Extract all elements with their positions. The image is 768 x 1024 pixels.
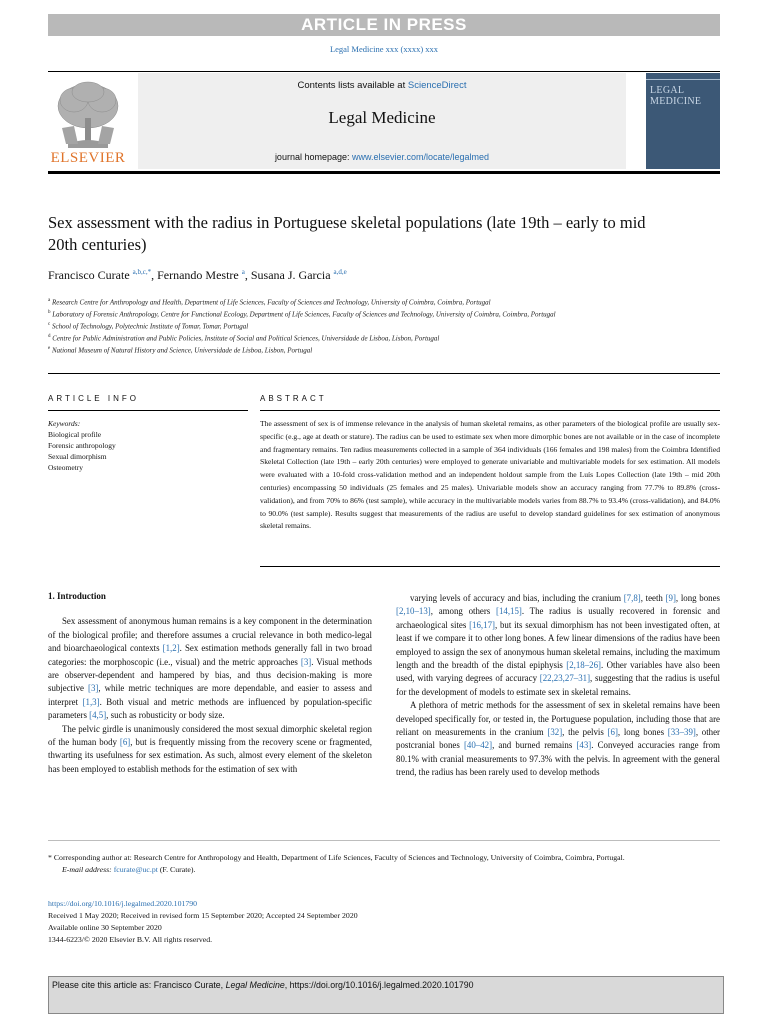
email-link[interactable]: fcurate@uc.pt bbox=[113, 865, 158, 874]
copyright-line: 1344-6223/© 2020 Elsevier B.V. All rights reserved. bbox=[48, 935, 213, 944]
author-affil-marks[interactable]: a,d,e bbox=[333, 268, 347, 276]
reference-link[interactable]: [6] bbox=[607, 727, 618, 738]
corresponding-author-note bbox=[48, 852, 720, 876]
keywords-label: Keywords: bbox=[48, 419, 81, 428]
keyword-item: Osteometry bbox=[48, 463, 83, 472]
affiliations-bottom-rule bbox=[48, 373, 720, 374]
reference-link[interactable]: [43] bbox=[576, 740, 592, 751]
body-column-left bbox=[48, 590, 372, 776]
article-title: Sex assessment with the radius in Portuguese skeletal populations (late 19th – early to mid 20th centuries) bbox=[48, 213, 646, 254]
abstract-text: The assessment of sex is of immense relevance in the analysis of human skeletal remains, as other parameters of the biological profile are usually sex-specific (e.g., age at death or stature). The radius can be used to estimate sex when more dimorphic bones are not available or in the case of incomplete and fragmentary remains. Ten radius measurements collected in a sample of 364 individuals (166 females and 198 males) from the Coimbra Identified Skeletal Collection (late 19th – early 20th centuries) were employed to generate univariable and multivariable models for sex estimation. All models were evaluated with a 10-fold cross-validation method and an independent holdout sample from the Luís Lopes Collection (late 19th – mid 20th centuries) encompassing 50 individuals (25 females and 25 males). Univariable models show an accuracy ranging from 77.7% to 89.8% (cross-validation), and from 70% to 86% (test sample), while accuracy in the multivariable models varies from 88.7% to 93.4% (cross-validation), and 84.0% to 90.0% (test sample). Results suggest that measurements of the radius are useful to develop standard guidelines for sex estimation of anonymous skeletal remains. bbox=[260, 419, 720, 531]
citation-prefix: Please cite this article as: Francisco Curate, bbox=[52, 980, 226, 990]
keyword-item: Forensic anthropology bbox=[48, 441, 116, 450]
right-paragraphs bbox=[396, 592, 720, 780]
author-affil-marks[interactable]: a bbox=[241, 268, 245, 276]
journal-title: Legal Medicine bbox=[328, 108, 436, 127]
reference-link[interactable]: [1,3] bbox=[82, 696, 100, 707]
reference-link[interactable]: [7,8] bbox=[623, 593, 641, 603]
affiliation-item: $^a$ Research Centre for Anthropology and Health, Department of Life Sciences, Faculty of Sciences and Technology, University of Coimbra, Coimbra, Portugal bbox=[48, 298, 491, 307]
affiliation-item: $^b$ Laboratory of Forensic Anthropology, Centre for Functional Ecology, Department of Life Sciences, Faculty of Sciences and Technology, University of Coimbra, Coimbra, Portugal bbox=[48, 309, 556, 319]
reference-link[interactable]: [1,2] bbox=[162, 643, 180, 654]
reference-link[interactable]: [6] bbox=[119, 737, 131, 748]
citation-text bbox=[52, 980, 712, 990]
received-dates: Received 1 May 2020; Received in revised form 15 September 2020; Accepted 24 September 2020 bbox=[48, 911, 358, 920]
email-suffix: (F. Curate). bbox=[157, 865, 196, 874]
header-top-rule bbox=[48, 71, 720, 72]
sciencedirect-link[interactable]: ScienceDirect bbox=[407, 80, 467, 91]
cover-stripe bbox=[646, 79, 720, 80]
reference-link[interactable]: [33–39] bbox=[667, 727, 696, 738]
affiliation-item: $^d$ Centre for Public Administration and Public Policies, Institute of Social and Political Sciences, Universidade de Lisboa, Lisbon, Portugal bbox=[48, 333, 440, 343]
available-online: Available online 30 September 2020 bbox=[48, 923, 162, 932]
homepage-line bbox=[138, 152, 626, 162]
reference-link[interactable]: [32] bbox=[547, 727, 563, 738]
contents-prefix: Contents lists available at bbox=[297, 80, 408, 91]
header-bottom-rule bbox=[48, 171, 720, 174]
reference-link[interactable]: [4,5] bbox=[89, 710, 107, 721]
contents-line bbox=[138, 80, 626, 91]
reference-link[interactable]: [2,18–26] bbox=[566, 660, 601, 671]
body-paragraph: Sex assessment of anonymous human remains is a key component in the determination of the biological profile; and therefore assumes a crucial relevance in both medico-legal and bioarchaeological contexts [1,2]. Sex estimation methods generally fall in two broad categories: the morphoscopic (i.e., visual) and the metric approaches [3]. Visual methods are observer-dependent and hampered by bias, and thus decision-making is more subjective [3], while metric techniques are more dependable, and easier to assess and interpret [1,3]. Both visual and metric methods are influenced by population-specific parameters [4,5], such as robusticity or body size. bbox=[48, 616, 372, 721]
body-paragraph: varying levels of accuracy and bias, including the cranium [7,8], teeth [9], long bones [2,10–13], among others [14,15]. The radius is usually recovered in forensic and archaeological sites [16,17], but its sexual dimorphism has not been investigated often, at least if we compare it to other long bones. A few linear dimensions of the radius have been employed to assign the sex of anonymous human skeletal remains, including the maximum length and the breadth of the distal epiphysis [2,18–26]. Other variables have also been used, with varying degrees of accuracy [22,23,27–31], suggesting that the radius is useful for the development of models to estimate sex in skeletal remains. bbox=[396, 593, 720, 697]
body-column-right bbox=[396, 592, 720, 780]
article-info-rule bbox=[48, 410, 248, 411]
affiliations bbox=[48, 296, 648, 356]
abstract-heading: ABSTRACT bbox=[260, 394, 327, 403]
author-name[interactable]: Francisco Curate bbox=[48, 268, 130, 282]
reference-link[interactable]: [40–42] bbox=[463, 740, 493, 751]
affiliation-item: $^e$ National Museum of Natural History and Science, Universidade de Lisboa, Lisbon, Portugal bbox=[48, 345, 313, 355]
section-heading: 1. Introduction bbox=[48, 591, 106, 601]
journal-reference[interactable]: Legal Medicine xxx (xxxx) xxx bbox=[329, 44, 439, 54]
body-paragraph: A plethora of metric methods for the assessment of sex in skeletal remains have been developed specifically for, or tested in, the Portuguese population, including those that are reliant on measurements in the cranium [32], the pelvis [6], long bones [33–39], other postcranial bones [40–42], and burned remains [43]. Conveyed accuracies range from 80.1% with cranial measurements to 97.3% with the pelvis. In agreement with the general trend, the radius has been rarely used to develop methods bbox=[396, 700, 721, 778]
reference-link[interactable]: [14,15] bbox=[495, 606, 522, 617]
abstract-rule bbox=[260, 410, 720, 411]
left-paragraphs bbox=[48, 615, 372, 776]
keyword-item: Biological profile bbox=[48, 430, 102, 439]
homepage-prefix: journal homepage: bbox=[274, 152, 352, 162]
body-paragraph: The pelvic girdle is unanimously considered the most sexual dimorphic skeletal region of the human body [6], but is frequently missing from the recovery scene or fragmented, thwarting its usefulness for sex estimation. As such, almost every element of the skeleton has been employed to establish methods for the estimation of sex with bbox=[48, 723, 372, 774]
elsevier-wordmark[interactable]: ELSEVIER bbox=[50, 150, 126, 166]
citation-suffix[interactable]: , https://doi.org/10.1016/j.legalmed.2020.101790 bbox=[284, 980, 474, 990]
article-in-press-banner: ARTICLE IN PRESS bbox=[48, 14, 720, 36]
citation-journal: Legal Medicine bbox=[225, 980, 285, 990]
author-name[interactable]: Susana J. Garcia bbox=[250, 268, 331, 282]
author-name[interactable]: Fernando Mestre bbox=[157, 268, 239, 282]
author-affil-marks[interactable]: a,b,c,* bbox=[132, 268, 152, 276]
article-info-heading: ARTICLE INFO bbox=[48, 394, 139, 403]
publication-info bbox=[48, 898, 720, 946]
affiliation-item: $^c$ School of Technology, Polytechnic Institute of Tomar, Tomar, Portugal bbox=[48, 321, 249, 331]
reference-link[interactable]: [3] bbox=[88, 683, 99, 694]
journal-homepage-link[interactable]: www.elsevier.com/locate/legalmed bbox=[352, 152, 490, 162]
reference-link[interactable]: [3] bbox=[300, 656, 312, 667]
abstract-bottom-rule bbox=[260, 566, 720, 567]
email-label: E-mail address: bbox=[62, 865, 114, 874]
reference-link[interactable]: [9] bbox=[665, 593, 676, 603]
footnote-separator bbox=[48, 840, 720, 841]
doi-link[interactable]: https://doi.org/10.1016/j.legalmed.2020.101790 bbox=[48, 899, 198, 908]
author-list: Francisco Curate $^{a,b,c,*}$, Fernando Mestre $^a$, Susana J. Garcia $^{a,d,e}$ bbox=[48, 268, 347, 282]
keyword-item: Sexual dimorphism bbox=[48, 452, 107, 461]
reference-link[interactable]: [22,23,27–31] bbox=[539, 673, 591, 684]
reference-link[interactable]: [2,10–13] bbox=[396, 606, 431, 617]
reference-link[interactable]: [16,17] bbox=[469, 619, 495, 630]
keywords-block bbox=[48, 418, 248, 473]
cover-title: LEGAL MEDICINE bbox=[650, 85, 702, 107]
corresponding-text: * Corresponding author at: Research Centre for Anthropology and Health, Department of Life Sciences, Faculty of Sciences and Technology, University of Coimbra, Coimbra, Portugal. bbox=[48, 853, 625, 862]
